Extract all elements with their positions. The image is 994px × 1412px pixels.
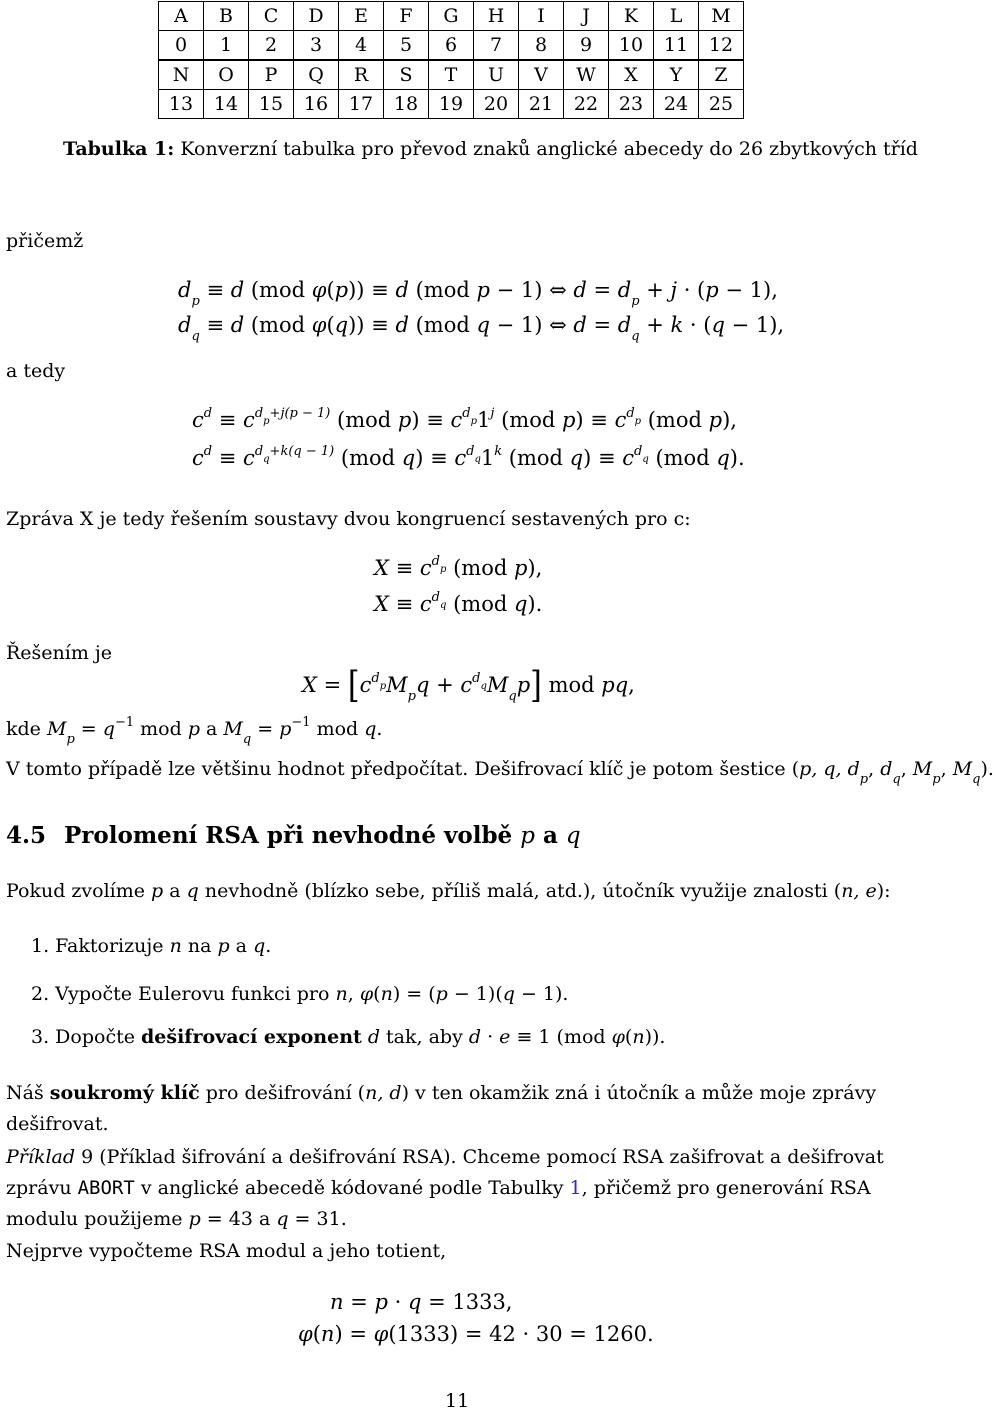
table-cell: 7 xyxy=(474,31,519,61)
zprava-text: Zpráva X je tedy řešením soustavy dvou kongruencí sestavených pro c: xyxy=(6,508,691,530)
a-tedy-text: a tedy xyxy=(6,360,66,382)
table-cell: W xyxy=(564,60,609,90)
table-cell: Q xyxy=(294,60,339,90)
table-row xyxy=(159,31,744,61)
table-cell: 5 xyxy=(384,31,429,61)
table-cell: Y xyxy=(654,60,699,90)
table-cell: 1 xyxy=(204,31,249,61)
table-cell: 2 xyxy=(249,31,294,61)
table-cell: 18 xyxy=(384,90,429,119)
nejprve-text: Nejprve vypočteme RSA modul a jeho totient, xyxy=(6,1240,447,1262)
pricemz-text: přičemž xyxy=(6,230,84,252)
priklad-word: ABORT xyxy=(77,1177,135,1199)
table-cell: 14 xyxy=(204,90,249,119)
priklad-paragraph: Příklad 9 (Příklad šifrování a dešifrování RSA). Chceme pomocí RSA zašifrovat a dešifrovat zprávu ABORT v anglické abecedě kódované podle Tabulky 1, přičemž pro generování RSA modulu použijeme p = 43 a q = 31. xyxy=(6,1146,884,1230)
table-cell: H xyxy=(474,2,519,31)
table-cell: V xyxy=(519,60,564,90)
caption-label: Tabulka 1: xyxy=(63,138,175,160)
equation-cd-p: $c^d \equiv c^{d_p+j(p - 1)}$ (mod $p) \equiv c^{d_p}1^j$ (mod $p) \equiv c^{d_p}$ (mod p), xyxy=(192,406,737,432)
section-number: 4.5 xyxy=(6,822,47,849)
table-cell: 21 xyxy=(519,90,564,119)
equation-crt: $X = [c^{d_p}M_pq + c^{d_q}M_qp]$ mod pq, xyxy=(302,664,635,707)
table-cell: L xyxy=(654,2,699,31)
table-cell: G xyxy=(429,2,474,31)
equation-cd-q: $c^d \equiv c^{d_q+k(q - 1)}$ (mod $q) \equiv c^{d_q}1^k$ (mod $q) \equiv c^{d_q}$ (mod q). xyxy=(192,444,745,470)
table-cell: 15 xyxy=(249,90,294,119)
reseni-text: Řešením je xyxy=(6,642,113,664)
table-row xyxy=(159,2,744,31)
equation-phi: φ(n) = φ(1333) = 42 · 30 = 1260. xyxy=(298,1322,654,1346)
table-cell: 8 xyxy=(519,31,564,61)
table-cell: 16 xyxy=(294,90,339,119)
equation-n: n = p · q = 1333, xyxy=(330,1290,513,1314)
v-tomto-text: V tomto případě lze většinu hodnot předpočítat. Dešifrovací klíč je potom šestice (p, q, $d_p$, $d_q$, $M_p$, $M_q$). xyxy=(6,758,994,787)
table-cell: F xyxy=(384,2,429,31)
table-cell: 22 xyxy=(564,90,609,119)
pokud-text: Pokud zvolíme p a q nevhodně (blízko sebe, příliš malá, atd.), útočník využije znalosti (n, e): xyxy=(6,880,891,902)
table-cell: O xyxy=(204,60,249,90)
table-cell: D xyxy=(294,2,339,31)
kde-text: kde $M_p = q^{-1}$ mod p a $M_q = p^{-1}$ mod q. xyxy=(6,714,383,747)
table-cell: Z xyxy=(699,60,744,90)
table-row xyxy=(159,90,744,119)
list-item-2: 2. Vypočte Eulerovu funkci pro n, φ(n) = (p − 1)(q − 1). xyxy=(31,983,569,1005)
table-cell: 17 xyxy=(339,90,384,119)
table-cell: B xyxy=(204,2,249,31)
table-cell: N xyxy=(159,60,204,90)
table-cell: C xyxy=(249,2,294,31)
table-ref-link[interactable]: 1 xyxy=(569,1177,582,1199)
table-cell: 6 xyxy=(429,31,474,61)
table-cell: 4 xyxy=(339,31,384,61)
equation-dp: $d_p \equiv d$ (mod φ(p)) ≡ d (mod p − 1) ⇔ $d = d_p + j \cdot (p - 1)$, xyxy=(178,278,778,310)
equation-dq: $d_q \equiv d$ (mod φ(q)) ≡ d (mod q − 1) ⇔ $d = d_q + k \cdot (q - 1)$, xyxy=(178,313,785,345)
table-cell: A xyxy=(159,2,204,31)
table-caption xyxy=(63,138,918,160)
table-cell: 9 xyxy=(564,31,609,61)
equation-x-q: $X \equiv c^{d_q}$ (mod q). xyxy=(374,590,543,616)
table-cell: 20 xyxy=(474,90,519,119)
table-cell: 25 xyxy=(699,90,744,119)
list-item-1: 1. Faktorizuje n na p a q. xyxy=(31,935,272,957)
table-cell: 10 xyxy=(609,31,654,61)
table-cell: J xyxy=(564,2,609,31)
section-title: Prolomení RSA při nevhodné volbě p a q xyxy=(64,822,581,849)
table-cell: 23 xyxy=(609,90,654,119)
table-cell: 19 xyxy=(429,90,474,119)
conversion-table xyxy=(158,1,744,119)
table-cell: 3 xyxy=(294,31,339,61)
table-cell: M xyxy=(699,2,744,31)
table-cell: 24 xyxy=(654,90,699,119)
equation-x-p: $X \equiv c^{d_p}$ (mod p), xyxy=(374,554,543,580)
table-cell: 11 xyxy=(654,31,699,61)
table-cell: 13 xyxy=(159,90,204,119)
table-cell: 0 xyxy=(159,31,204,61)
table-cell: 12 xyxy=(699,31,744,61)
caption-text: Konverzní tabulka pro převod znaků anglické abecedy do 26 zbytkových tříd xyxy=(180,138,918,160)
list-item-3: 3. Dopočte dešifrovací exponent d tak, aby d · e ≡ 1 (mod φ(n)). xyxy=(31,1026,666,1048)
table-cell: U xyxy=(474,60,519,90)
table-cell: E xyxy=(339,2,384,31)
nas-paragraph: Náš soukromý klíč pro dešifrování (n, d) v ten okamžik zná i útočník a může moje zprávy dešifrovat. xyxy=(6,1082,877,1135)
table-cell: X xyxy=(609,60,654,90)
section-heading xyxy=(6,822,581,849)
priklad-label: Příklad xyxy=(6,1146,76,1168)
table-cell: K xyxy=(609,2,654,31)
table-cell: R xyxy=(339,60,384,90)
table-cell: I xyxy=(519,2,564,31)
table-row xyxy=(159,60,744,90)
table-cell: P xyxy=(249,60,294,90)
page-number: 11 xyxy=(445,1390,470,1412)
table-cell: S xyxy=(384,60,429,90)
table-cell: T xyxy=(429,60,474,90)
